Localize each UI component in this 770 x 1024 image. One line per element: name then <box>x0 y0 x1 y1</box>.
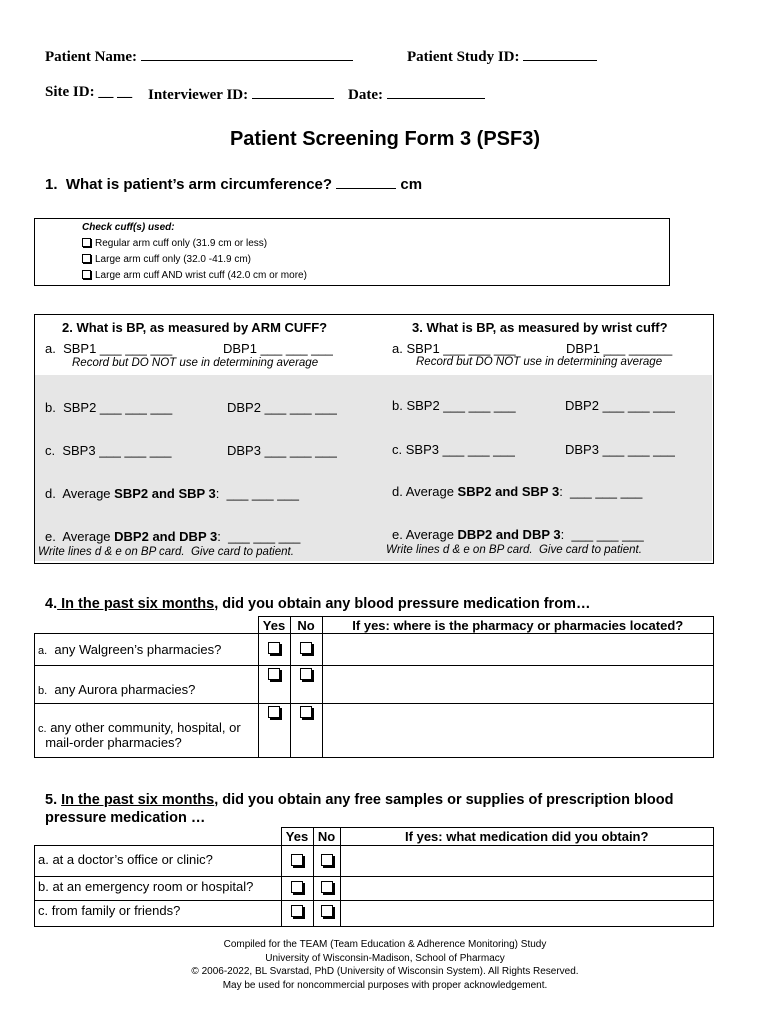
arm-note-1: Record but DO NOT use in determining average <box>72 357 319 369</box>
row-label: b. any Aurora pharmacies? <box>35 666 259 704</box>
cuff-option-regular[interactable]: Regular arm cuff only (31.9 cm or less) <box>82 238 267 249</box>
no-checkbox[interactable] <box>313 901 340 927</box>
what-field[interactable] <box>340 846 714 877</box>
what-field[interactable] <box>340 901 714 927</box>
checkbox-icon[interactable] <box>268 706 280 718</box>
col-yes: Yes <box>281 828 313 846</box>
arm-circumference-field[interactable] <box>336 176 396 189</box>
no-checkbox[interactable] <box>313 877 340 901</box>
where-field[interactable] <box>322 634 714 666</box>
row-label: c. from family or friends? <box>35 901 282 927</box>
site-id-label: Site ID: __ __ <box>45 84 133 100</box>
where-field[interactable] <box>322 666 714 704</box>
interviewer-id-label: Interviewer ID: <box>148 84 334 104</box>
arm-sbp2[interactable]: b. SBP2 ___ ___ ___ <box>45 400 173 415</box>
table-row <box>35 877 714 901</box>
col-no: No <box>313 828 340 846</box>
footer-line: May be used for noncommercial purposes with proper acknowledgement. <box>222 979 548 991</box>
table-row <box>35 666 714 704</box>
col-where: If yes: where is the pharmacy or pharmacies located? <box>322 617 714 634</box>
q3-title: 3. What is BP, as measured by wrist cuff? <box>412 320 668 335</box>
checkbox-icon[interactable] <box>268 642 280 654</box>
yes-checkbox[interactable] <box>258 704 290 758</box>
col-no: No <box>290 617 322 634</box>
table-row <box>35 704 714 758</box>
checkbox-icon[interactable] <box>291 905 303 917</box>
arm-sbp1[interactable]: a. SBP1 ___ ___ ___ <box>45 341 173 356</box>
patient-name-field[interactable] <box>141 46 353 61</box>
table-row <box>35 901 714 927</box>
footer <box>0 938 770 992</box>
no-checkbox[interactable] <box>290 704 322 758</box>
wrist-average-sbp[interactable]: d. Average SBP2 and SBP 3: ___ ___ ___ <box>392 484 643 499</box>
checkbox-icon[interactable] <box>300 642 312 654</box>
row-label: c. any other community, hospital, or mail-order pharmacies? <box>35 704 259 758</box>
wrist-note-2: Write lines d & e on BP card. Give card to patient. <box>386 544 642 556</box>
patient-study-id-field[interactable] <box>523 46 597 61</box>
yes-checkbox[interactable] <box>281 877 313 901</box>
wrist-note-1: Record but DO NOT use in determining average <box>416 356 663 368</box>
checkbox-icon[interactable] <box>321 854 333 866</box>
wrist-average-dbp[interactable]: e. Average DBP2 and DBP 3: ___ ___ ___ <box>392 527 644 542</box>
cuff-option-large[interactable]: Large arm cuff only (32.0 -41.9 cm) <box>82 254 251 265</box>
checkbox-icon[interactable] <box>291 854 303 866</box>
pharmacy-table <box>34 616 714 758</box>
checkbox-icon[interactable] <box>300 706 312 718</box>
blank-header <box>35 617 259 634</box>
date-field[interactable] <box>387 84 485 99</box>
question-4: 4. In the past six months, did you obtain any blood pressure medication from… <box>45 596 591 612</box>
checkbox-icon[interactable] <box>268 668 280 680</box>
no-checkbox[interactable] <box>290 634 322 666</box>
arm-average-sbp[interactable]: d. Average SBP2 and SBP 3: ___ ___ ___ <box>45 486 299 501</box>
footer-line: University of Wisconsin-Madison, School of Pharmacy <box>265 952 505 964</box>
question-1: 1. What is patient’s arm circumference? cm <box>45 176 423 193</box>
arm-dbp1[interactable]: DBP1 ___ ___ ___ <box>223 341 333 356</box>
yes-checkbox[interactable] <box>258 666 290 704</box>
checkbox-icon[interactable] <box>300 668 312 680</box>
row-label: b. at an emergency room or hospital? <box>35 877 282 901</box>
patient-name-label: Patient Name: <box>45 46 353 66</box>
row-label: a. any Walgreen’s pharmacies? <box>35 634 259 666</box>
checkbox-icon[interactable] <box>321 905 333 917</box>
site-id-field[interactable]: __ __ <box>98 84 133 100</box>
wrist-dbp3[interactable]: DBP3 ___ ___ ___ <box>565 442 675 457</box>
arm-sbp3[interactable]: c. SBP3 ___ ___ ___ <box>45 443 172 458</box>
checkbox-icon[interactable] <box>82 254 91 263</box>
yes-checkbox[interactable] <box>281 846 313 877</box>
what-field[interactable] <box>340 877 714 901</box>
arm-average-dbp[interactable]: e. Average DBP2 and DBP 3: ___ ___ ___ <box>45 529 301 544</box>
samples-table <box>34 827 714 927</box>
row-label: a. at a doctor’s office or clinic? <box>35 846 282 877</box>
col-what: If yes: what medication did you obtain? <box>340 828 714 846</box>
interviewer-id-field[interactable] <box>252 84 334 99</box>
wrist-sbp1[interactable]: a. SBP1 ___ ___ ___ <box>392 341 516 356</box>
wrist-dbp2[interactable]: DBP2 ___ ___ ___ <box>565 398 675 413</box>
footer-line: Compiled for the TEAM (Team Education & Adherence Monitoring) Study <box>223 939 547 950</box>
wrist-dbp1[interactable]: DBP1 ___ ______ <box>566 341 673 356</box>
question-5-line2: pressure medication … <box>45 810 206 826</box>
wrist-sbp3[interactable]: c. SBP3 ___ ___ ___ <box>392 442 515 457</box>
yes-checkbox[interactable] <box>281 901 313 927</box>
wrist-sbp2[interactable]: b. SBP2 ___ ___ ___ <box>392 398 516 413</box>
no-checkbox[interactable] <box>313 846 340 877</box>
cuff-option-large-wrist[interactable]: Large arm cuff AND wrist cuff (42.0 cm or more) <box>82 270 307 281</box>
checkbox-icon[interactable] <box>82 270 91 279</box>
question-5: 5. In the past six months, did you obtain any free samples or supplies of prescription blood <box>45 792 674 808</box>
arm-dbp3[interactable]: DBP3 ___ ___ ___ <box>227 443 337 458</box>
cuff-header: Check cuff(s) used: <box>82 222 175 233</box>
no-checkbox[interactable] <box>290 666 322 704</box>
blank-header <box>35 828 282 846</box>
arm-dbp2[interactable]: DBP2 ___ ___ ___ <box>227 400 337 415</box>
checkbox-icon[interactable] <box>82 238 91 247</box>
checkbox-icon[interactable] <box>291 881 303 893</box>
yes-checkbox[interactable] <box>258 634 290 666</box>
checkbox-icon[interactable] <box>321 881 333 893</box>
table-row <box>35 846 714 877</box>
q2-title: 2. What is BP, as measured by ARM CUFF? <box>62 320 328 335</box>
footer-line: © 2006-2022, BL Svarstad, PhD (University of Wisconsin System). All Rights Reserved. <box>191 966 579 977</box>
page-title: Patient Screening Form 3 (PSF3) <box>229 128 541 150</box>
where-field[interactable] <box>322 704 714 758</box>
date-label: Date: <box>348 84 485 104</box>
table-row <box>35 634 714 666</box>
patient-study-id-label: Patient Study ID: <box>407 46 597 66</box>
arm-note-2: Write lines d & e on BP card. Give card to patient. <box>38 546 294 558</box>
col-yes: Yes <box>258 617 290 634</box>
